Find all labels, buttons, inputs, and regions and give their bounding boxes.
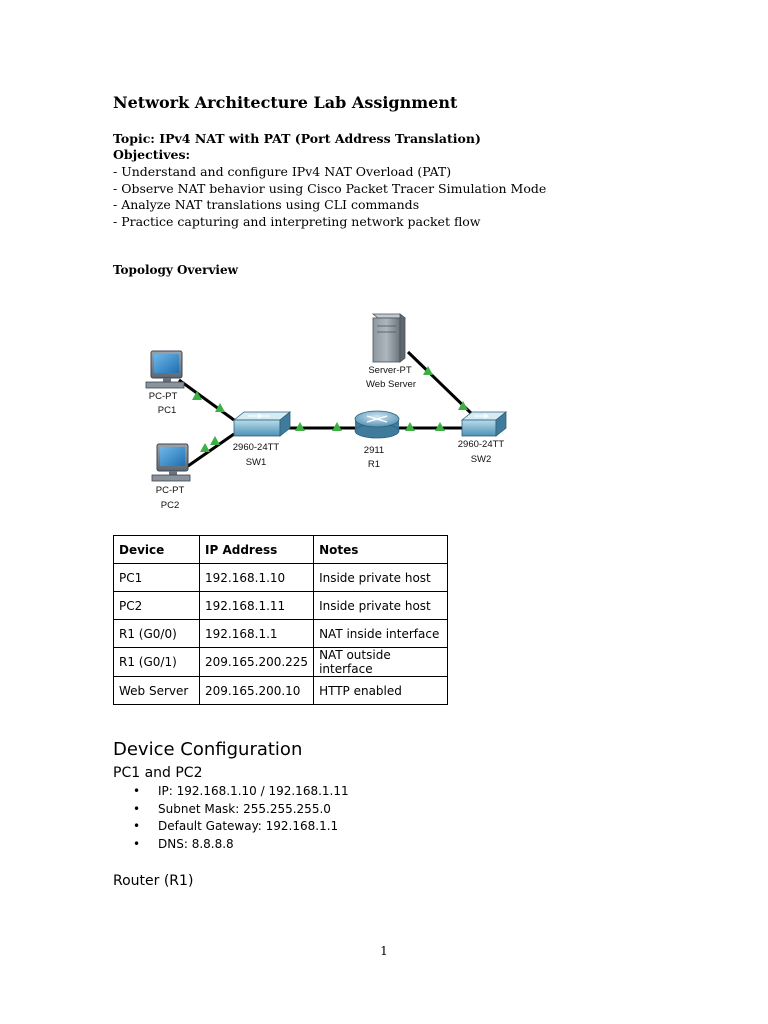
table-cell: Inside private host <box>314 564 448 592</box>
table-cell: HTTP enabled <box>314 677 448 705</box>
r1-name-label: R1 <box>367 459 381 470</box>
list-item: • Default Gateway: 192.168.1.1 <box>133 818 349 836</box>
table-row <box>114 564 448 592</box>
device-address-table <box>113 535 448 705</box>
link-up-indicator <box>200 443 210 452</box>
objective-item: - Analyze NAT translations using CLI commands <box>113 197 420 212</box>
pc1-name-label: PC1 <box>157 405 177 416</box>
page-number: 1 <box>380 944 388 958</box>
desktop-pc-icon <box>146 351 184 388</box>
table-row <box>114 648 448 677</box>
link-status-indicators <box>192 366 468 452</box>
sw1-type-label: 2960-24TT <box>232 442 280 453</box>
sw2-device[interactable] <box>458 412 506 465</box>
router-icon <box>355 411 399 438</box>
table-cell: Web Server <box>114 677 200 705</box>
sw2-name-label: SW2 <box>470 454 492 465</box>
table-cell: R1 (G0/1) <box>114 648 200 677</box>
table-cell: NAT outside interface <box>314 648 448 677</box>
server-name-label: Web Server <box>366 379 416 390</box>
topology-heading: Topology Overview <box>113 263 238 277</box>
list-item: • DNS: 8.8.8.8 <box>133 836 349 854</box>
pc1-device[interactable] <box>146 351 184 416</box>
switch-icon <box>234 412 290 436</box>
r1-device[interactable] <box>355 411 399 470</box>
pc2-type-label: PC-PT <box>155 485 185 496</box>
objective-item: - Understand and configure IPv4 NAT Overload (PAT) <box>113 164 452 179</box>
pc2-device[interactable] <box>152 444 190 511</box>
sw1-name-label: SW1 <box>245 457 267 468</box>
link-pc2-sw1 <box>188 434 234 466</box>
table-cell: Inside private host <box>314 592 448 620</box>
table-row <box>114 677 448 705</box>
link-up-indicator <box>210 436 220 445</box>
server-icon <box>373 314 405 362</box>
table-row <box>114 620 448 648</box>
pc2-name-label: PC2 <box>160 500 180 511</box>
switch-icon <box>462 412 506 436</box>
link-pc1-sw1 <box>179 380 234 420</box>
table-cell: 209.165.200.10 <box>200 677 314 705</box>
objective-item: - Practice capturing and interpreting network packet flow <box>113 213 481 229</box>
table-header-row <box>114 536 448 564</box>
pc1-type-label: PC-PT <box>148 391 178 402</box>
desktop-pc-icon <box>152 444 190 481</box>
list-item: • IP: 192.168.1.10 / 192.168.1.11 <box>133 783 349 801</box>
pc-config-heading: PC1 and PC2 <box>113 765 203 781</box>
table-cell: NAT inside interface <box>314 620 448 648</box>
table-cell: 192.168.1.1 <box>200 620 314 648</box>
r1-type-label: 2911 <box>363 445 385 456</box>
objectives-heading: Objectives: <box>113 147 191 162</box>
table-cell: 209.165.200.225 <box>200 648 314 677</box>
column-header: IP Address <box>200 536 314 564</box>
list-item: • Subnet Mask: 255.255.255.0 <box>133 801 349 819</box>
table-cell: PC2 <box>114 592 200 620</box>
column-header: Device <box>114 536 200 564</box>
sw1-device[interactable] <box>233 412 290 468</box>
document-title: Network Architecture Lab Assignment <box>113 93 458 112</box>
table-cell: PC1 <box>114 564 200 592</box>
table-cell: 192.168.1.11 <box>200 592 314 620</box>
pc-config-list <box>133 783 349 853</box>
objective-item: - Observe NAT behavior using Cisco Packet Tracer Simulation Mode <box>113 180 547 196</box>
server-type-label: Server-PT <box>368 365 412 376</box>
router-config-heading: Router (R1) <box>113 873 194 889</box>
topic-line: Topic: IPv4 NAT with PAT (Port Address Translation) <box>113 131 481 146</box>
column-header: Notes <box>314 536 448 564</box>
table-row <box>114 592 448 620</box>
device-configuration-heading: Device Configuration <box>113 739 303 760</box>
sw2-type-label: 2960-24TT <box>457 439 505 450</box>
table-cell: 192.168.1.10 <box>200 564 314 592</box>
table-cell: R1 (G0/0) <box>114 620 200 648</box>
